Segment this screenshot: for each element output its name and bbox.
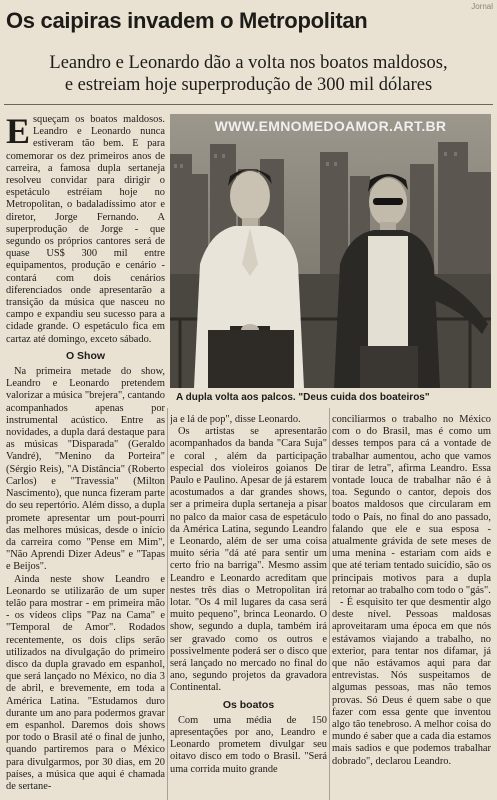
intro-text: squeçam os boatos maldosos. Leandro e Leonardo nunca estiveram tão bem. E para comemorar os dez primeiros anos de carreira, a famosa dupla sertaneja resolveu convidar para dirigir o espetáculo estréiam hoje no Metropolitan, o badaladíssimo ator e diretor, Jorge Fernando. A superprodução de Jorge - que segundo os próprios cantores será de quase US$ 300 mil entre equipamentos, produção e cenário - contará com dois cenários diferenciados onde apresentarão a transição da música que nasceu no campo e expandiu seu sucesso para a cidade grande. O espetáculo fica em cartaz até domingo, exceto sábado.	[6, 114, 165, 345]
photo-leandro-leonardo	[170, 114, 491, 388]
column-2-paragraph-1: Os artistas se apresentarão acompanhados da banda "Cara Suja" e coral , além da participação especial dos violeiros goianos De Paulo e Paulino. Apesar de já estarem acostumados a dar grandes shows, ser a primeira dupla sertaneja a pisar no palco da maior casa de espetáculo da América Latina, segundo Leandro e Leonardo, além de ser uma coisa muito séria "dá até para sentir um certo frio na barriga". Mesmo assim Leandro e Leonardo acreditam que nestes três dias o Metropolitan irá lotar. "Os 4 mil lugares da casa será muito pequeno", brinca Leonardo. O show, segundo a dupla, também irá ser gravado como os outros e possivelmente poderá ser o disco que será lançado no mercado no final do ano, segundo projetos da gravadora Continental.	[170, 426, 327, 694]
section-title-show: O Show	[65, 349, 106, 362]
site-mark: Jornal	[471, 2, 493, 11]
show-paragraph-2: Ainda neste show Leandro e Leonardo se utilizarão de um super telão para mostrar - em primeira mão - os vídeos clips "Paz na Cama" e "Temporal de Amor". Rodados recentemente, os dois clips serão utilizados na divulgação do primeiro disco da dupla gravado em espanhol, que será lançado no México, no dia 3 de abril, e brevemente, em toda a América Latina. "Estudamos duro durante um ano para podermos gravar em espanhol. Daremos dois shows por todo o Brasil até o final de junho, quando partiremos para o México para divulgarmos, por 30 dias, em 20 países, a música que aqui é chamada de sertane-	[6, 573, 165, 792]
show-paragraph-1: Na primeira metade do show, Leandro e Leonardo pretendem valorizar a música "brejera", cantando acompanhados apenas por instrumental acústico. Entre as novidades, a dupla dará destaque para as músicas "Disparada" (Geraldo Vandré), "Menino da Porteira" (Sérgio Reis), "A Distância" (Roberto Carlos) e "Travessia" (Milton Nascimento), que nunca fizeram parte do seu repertório. Além disso, a dupla promete apresentar um pout-pourri das melhores músicas, desde o início da carreira como "Pense em Mim", "Não Aprendi Dizer Adeus" e "Tapas e Beijos".	[6, 366, 165, 573]
column-3-paragraph-1: conciliarmos o trabalho no México com o do Brasil, mas é como um desses tempos para cá a vontade de trabalhar aumentou, acho que vamos tirar de letra", afirma Leandro. Essa vontade louca de trabalhar não é à toa. Segundo o cantor, depois dos boatos maldosos que circularam em todo o País, no final do ano passado, falando que ele e sua esposa - atualmente grávida de sete meses de uma menina - estariam com aids e que até teriam tentado suicídio, são os principais motivos para a dupla retornar ao trabalho com todo o "gás".	[332, 414, 491, 596]
subheadline-line-2: e estreiam hoje superprodução de 300 mil dólares	[64, 75, 433, 95]
column-2-paragraph-2: Com uma média de 150 apresentações por ano, Leandro e Leonardo prometem divulgar seu oitavo disco em todo o Brasil. "Será uma corrida muito grande	[170, 714, 327, 775]
section-title-boatos: Os boatos	[222, 698, 275, 711]
subheadline	[0, 52, 497, 96]
photo-watermark: WWW.EMNOMEDOAMOR.ART.BR	[214, 118, 447, 134]
column-divider-1	[167, 408, 168, 800]
article-column-1	[6, 114, 165, 800]
header-rule	[4, 104, 493, 105]
article-column-2	[170, 414, 327, 800]
photo-illustration	[170, 114, 491, 388]
headline: Os caipiras invadem o Metropolitan	[6, 8, 368, 33]
photo-caption: A dupla volta aos palcos. "Deus cuida dos boateiros"	[176, 392, 430, 403]
article-column-3	[332, 414, 491, 800]
column-3-paragraph-2: - É esquisito ter que desmentir algo deste nível. Pessoas maldosas aproveitaram uma época em que nós estávamos viajando a trabalho, no exterior, para tentar nos difamar, já que não estávamos aqui para dar entrevistas. Nós suspeitamos de algumas pessoas, mas não temos provas. Só Deus é quem sabe o que fazer com essa gente que inventou algo tão tenebroso. A melhor coisa do mundo é saber que a cada dia estamos mais sadios e que podemos trabalhar dobrado", declarou Leandro.	[332, 597, 491, 767]
intro-paragraph	[6, 114, 165, 346]
drop-cap: E	[6, 114, 31, 151]
column-2-continuation: ja e lá de pop", disse Leonardo.	[170, 414, 301, 425]
column-divider-2	[329, 408, 330, 800]
subheadline-line-1: Leandro e Leonardo dão a volta nos boatos maldosos,	[49, 53, 448, 73]
